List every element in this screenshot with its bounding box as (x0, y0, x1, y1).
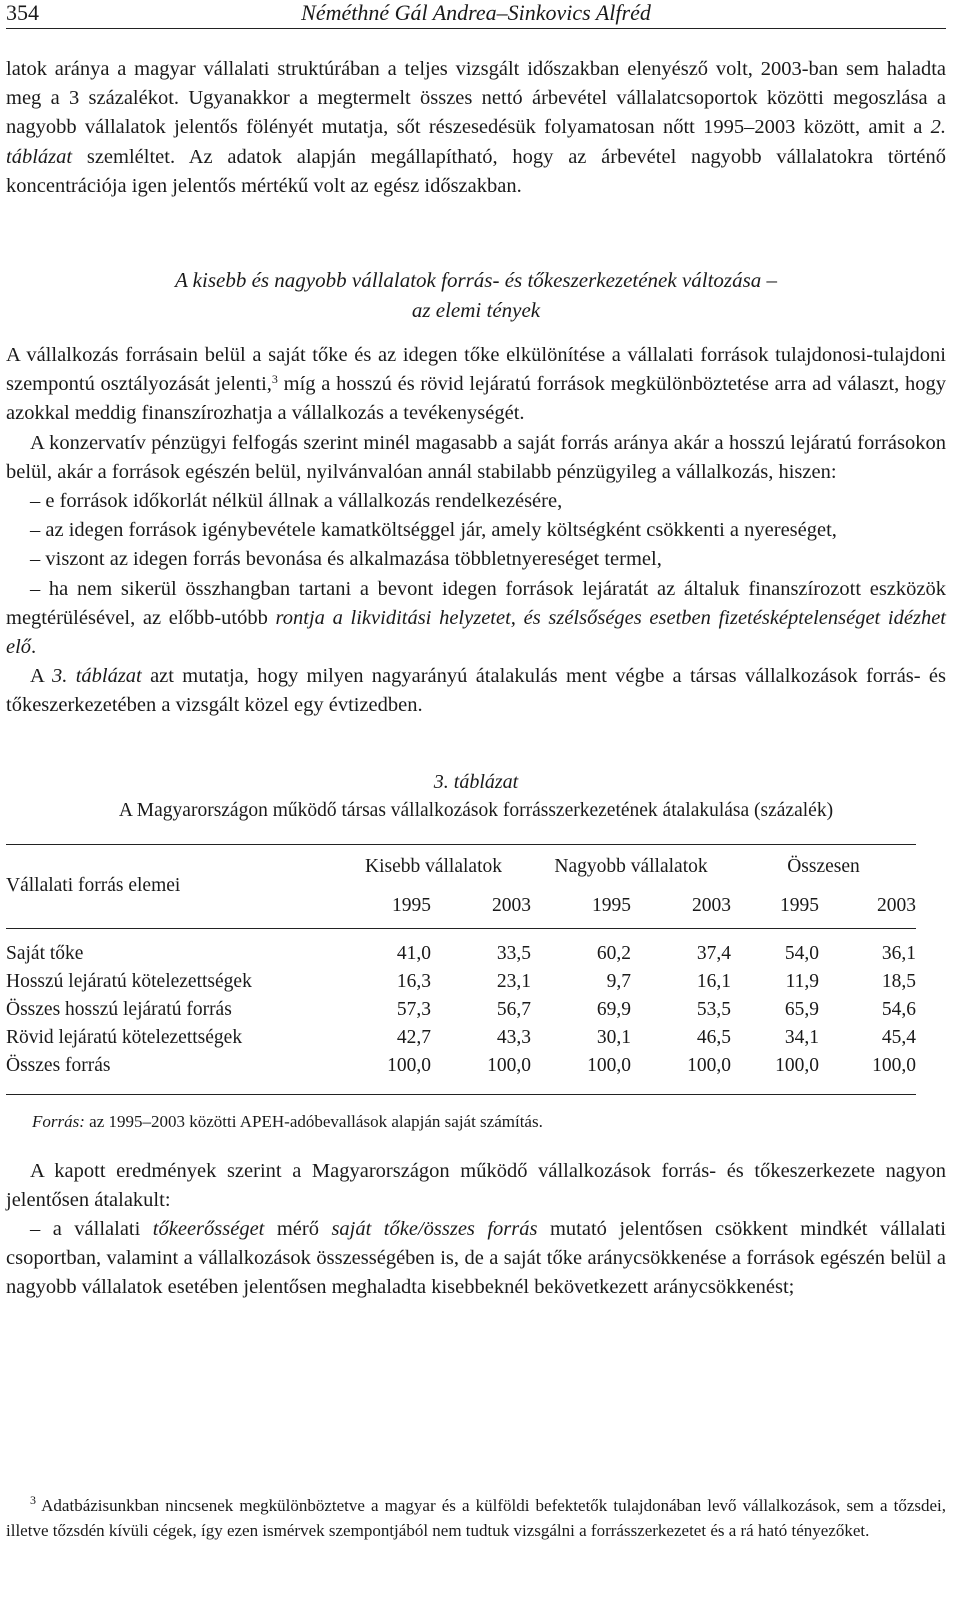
list-item-text: – a vállalati (30, 1218, 153, 1241)
list-item-text: – ha nem sikerül összhangban tartani a bevont idegen források lejáratát az általuk finanszírozott eszközök megtérülésével, az előbb-utóbb (6, 577, 946, 629)
cell: 56,7 (496, 999, 531, 1021)
body-paragraph (6, 341, 946, 429)
cell: 100,0 (487, 1055, 531, 1077)
cell: 11,9 (785, 971, 819, 993)
group-header: Összesen (787, 856, 860, 878)
cell: 100,0 (872, 1055, 916, 1077)
group-header: Kisebb vállalatok (364, 856, 502, 878)
emphasis-text: tőkeerősséget (152, 1218, 265, 1241)
table-reference: 3. táblázat (52, 665, 142, 688)
table-row (6, 996, 916, 1024)
running-title: Néméthné Gál Andrea–Sinkovics Alfréd (301, 0, 651, 25)
list-item-text: mutató jelentősen csökkent mindkét vállalati csoportban, valamint a vállalkozások összességében is, de a saját tőke aránycsökkenése a források egészén belül a nagyobb vállalatok esetében jelentősen meghaladta kisebbeknél bekövetkezett aránycsökkenést; (6, 1218, 946, 1299)
footnote-mark: 3 (30, 1493, 36, 1507)
body-paragraph (6, 55, 946, 201)
section-title-line: A kisebb és nagyobb vállalatok forrás- és tőkeszerkezetének változása – (174, 268, 778, 293)
cell: 100,0 (775, 1055, 819, 1077)
cell: 45,4 (881, 1027, 916, 1049)
paragraph-text: szemléltet. Az adatok alapján megállapítható, hogy az árbevétel nagyobb vállalatokra történő koncentrációja igen jelentős mértékű volt az egész időszakban. (6, 145, 946, 197)
section-title (6, 266, 946, 325)
group-header: Nagyobb vállalatok (554, 856, 708, 878)
page-header (6, 0, 946, 29)
list-item: – viszont az idegen forrás bevonása és alkalmazása többletnyereséget termel, (30, 548, 662, 571)
cell: 36,1 (881, 943, 916, 965)
table-row (6, 940, 916, 968)
body-paragraph (6, 662, 946, 720)
list-item: – az idegen források igénybevétele kamatköltséggel jár, amely költségként csökkenti a nyereséget, (30, 519, 837, 542)
year-header: 2003 (877, 894, 916, 916)
year-header: 2003 (492, 894, 531, 916)
paragraph-text: azt mutatja, hogy milyen nagyarányú átalakulás ment végbe a társas vállalkozások forrás- és tőkeszerkezetében a vizsgált közel egy évtizedben. (6, 665, 946, 717)
table-reference: 2. táblázat (6, 116, 946, 168)
cell: 54,0 (784, 943, 819, 965)
cell: 16,1 (696, 971, 731, 993)
list-item (6, 575, 946, 663)
paragraph-text: latok aránya a magyar vállalati struktúrában a teljes vizsgált időszakban elenyésző volt, 2003-ban sem haladta meg a 3 százalékot. Ugyanakkor a megtermelt összes nettó árbevétel vállalatcsoportok közötti megoszlása a nagyobb vállalatok jelentős fölényét mutatja, sőt részesedésük folyamatosan nőtt 1995–2003 között, amit a (6, 58, 946, 139)
cell: 46,5 (696, 1027, 731, 1049)
body-paragraph: A kapott eredmények szerint a Magyarországon működő vállalkozások forrás- és tőkeszerkezete nagyon jelentősen átalakult: (6, 1159, 946, 1211)
row-label: Rövid lejáratú kötelezettségek (6, 1027, 243, 1049)
row-label: Összes hosszú lejáratú forrás (6, 999, 232, 1021)
paragraph-text: A (30, 665, 52, 688)
list-item-text: mérő (264, 1218, 332, 1241)
cell: 30,1 (596, 1027, 631, 1049)
footnote-text: Adatbázisunkban nincsenek megkülönböztetve a magyar és a külföldi befektetők tulajdonában levő vállalkozások, sem a tőzsdei, illetve tőzsdén kívüli cégek, így ezen ismérvek szempontjából nem tudtuk vizsgálni a forrásszerkezetet és a rá ható tényezőket. (6, 1496, 946, 1540)
cell: 41,0 (396, 943, 431, 965)
source-label: Forrás: (32, 1111, 85, 1131)
paragraph-text: A vállalkozás forrásain belül a saját tőke és az idegen tőke elkülönítése a vállalati források tulajdonosi-tulajdoni szempontú osztályozását jelenti, (6, 344, 946, 396)
paragraph-text: míg a hosszú és rövid lejáratú források megkülönböztetése arra ad választ, hogy azokkal meddig finanszírozhatja a vállalkozás a tevékenységét. (6, 373, 946, 425)
cell: 69,9 (596, 999, 631, 1021)
document-page (6, 0, 946, 1540)
table-source (32, 1111, 946, 1133)
cell: 18,5 (881, 971, 916, 993)
footnote (6, 1494, 946, 1543)
table-row (6, 1024, 916, 1052)
list-item: – e források időkorlát nélkül állnak a vállalkozás rendelkezésére, (30, 490, 563, 513)
list-item (6, 1215, 946, 1303)
year-header: 1995 (780, 894, 819, 916)
row-label: Saját tőke (6, 943, 84, 965)
cell: 54,6 (881, 999, 916, 1021)
cell: 16,3 (396, 971, 431, 993)
cell: 53,5 (696, 999, 731, 1021)
cell: 100,0 (587, 1055, 631, 1077)
cell: 37,4 (696, 943, 731, 965)
body-paragraph: A konzervatív pénzügyi felfogás szerint minél magasabb a saját forrás aránya akár a hosszú lejáratú forrásokon belül, akár a források egészén belül, nyilvánvalóan annál stabilabb pénzügyileg a vállalkozás, hiszen: (6, 431, 946, 483)
data-table (6, 844, 916, 1095)
cell: 42,7 (396, 1027, 431, 1049)
source-text: az 1995–2003 közötti APEH-adóbevallások alapján saját számítás. (84, 1111, 543, 1131)
cell: 65,9 (784, 999, 819, 1021)
cell: 60,2 (596, 943, 631, 965)
footnote-reference: 3 (271, 372, 278, 387)
table-row (6, 1052, 916, 1080)
cell: 43,3 (496, 1027, 531, 1049)
cell: 23,1 (496, 971, 531, 993)
year-header: 1995 (592, 894, 631, 916)
cell: 57,3 (396, 999, 431, 1021)
cell: 34,1 (784, 1027, 819, 1049)
table-row (6, 968, 916, 996)
table-caption: A Magyarországon működő társas vállalkozások forrásszerkezetének átalakulása (százalék) (118, 799, 834, 821)
row-label: Összes forrás (6, 1055, 111, 1077)
cell: 100,0 (387, 1055, 431, 1077)
cell: 33,5 (496, 943, 531, 965)
emphasis-text: rontja a likviditási helyzetet, és szélsőséges esetben fizetésképtelenséget idézhet elő (6, 606, 946, 659)
cell: 100,0 (687, 1055, 731, 1077)
cell: 9,7 (606, 971, 631, 993)
row-label: Hosszú lejáratú kötelezettségek (6, 971, 252, 993)
table-number: 3. táblázat (433, 770, 519, 793)
list-item-text: . (31, 636, 37, 659)
page-number: 354 (6, 0, 39, 25)
year-header: 2003 (692, 894, 731, 916)
year-header: 1995 (392, 894, 431, 916)
section-title-line: az elemi tények (411, 297, 541, 322)
row-header-label: Vállalati forrás elemei (6, 875, 181, 897)
emphasis-text: saját tőke/összes forrás (331, 1218, 538, 1241)
